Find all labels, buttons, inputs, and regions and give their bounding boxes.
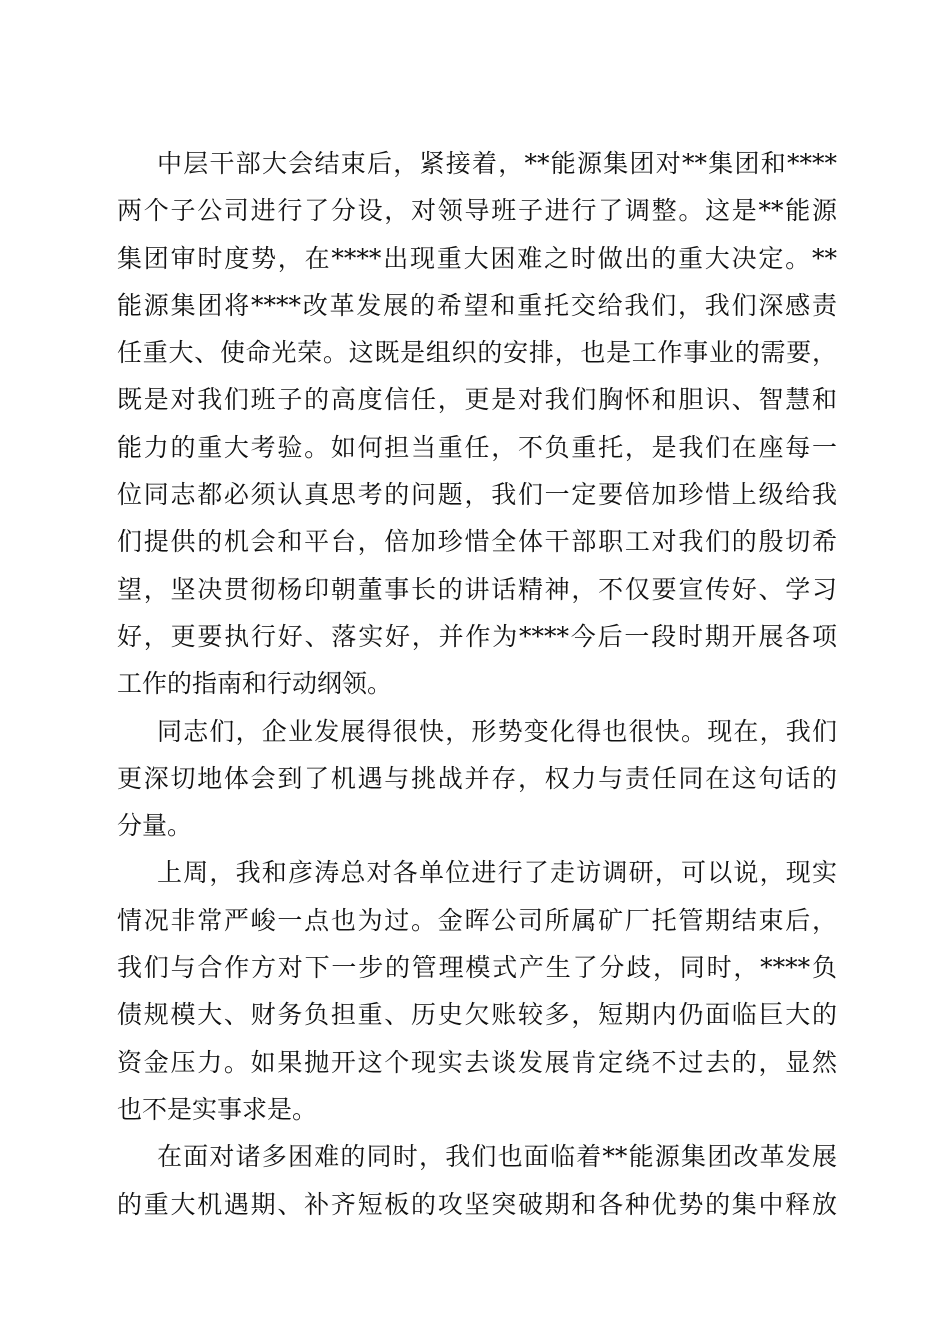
paragraph-2 — [117, 708, 837, 850]
text-line: 们提供的机会和平台，倍加珍惜全体干部职工对我们的殷切希 — [117, 527, 837, 557]
text-line: 同志们，企业发展得很快，形势变化得也很快。现在，我们 — [157, 716, 837, 746]
text-line: 情况非常严峻一点也为过。金晖公司所属矿厂托管期结束后， — [117, 905, 837, 935]
text-line: 在面对诸多困难的同时，我们也面临着**能源集团改革发展 — [157, 1142, 837, 1172]
text-line: 望，坚决贯彻杨印朝董事长的讲话精神，不仅要宣传好、学习 — [117, 574, 837, 604]
text-line: 我们与合作方对下一步的管理模式产生了分歧，同时，****负 — [117, 953, 837, 983]
text-line: 的重大机遇期、补齐短板的攻坚突破期和各种优势的集中释放 — [117, 1189, 837, 1219]
paragraph-1 — [117, 140, 837, 708]
text-line: 位同志都必须认真思考的问题，我们一定要倍加珍惜上级给我 — [117, 480, 837, 510]
text-line: 集团审时度势，在****出现重大困难之时做出的重大决定。** — [117, 243, 837, 273]
text-line: 两个子公司进行了分设，对领导班子进行了调整。这是**能源 — [117, 196, 837, 226]
text-line: 债规模大、财务负担重、历史欠账较多，短期内仍面临巨大的 — [117, 1000, 837, 1030]
text-line: 工作的指南和行动纲领。 — [117, 669, 393, 699]
text-line: 分量。 — [117, 811, 193, 841]
document-body — [117, 140, 837, 1228]
text-line: 更深切地体会到了机遇与挑战并存，权力与责任同在这句话的 — [117, 763, 837, 793]
text-line: 也不是实事求是。 — [117, 1094, 318, 1124]
text-line: 资金压力。如果抛开这个现实去谈发展肯定绕不过去的，显然 — [117, 1047, 837, 1077]
text-line: 能力的重大考验。如何担当重任，不负重托，是我们在座每一 — [117, 432, 837, 462]
text-line: 好，更要执行好、落实好，并作为****今后一段时期开展各项 — [117, 621, 837, 651]
text-line: 任重大、使命光荣。这既是组织的安排，也是工作事业的需要， — [117, 338, 837, 368]
text-line: 中层干部大会结束后，紧接着，**能源集团对**集团和**** — [157, 149, 837, 178]
text-line: 既是对我们班子的高度信任，更是对我们胸怀和胆识、智慧和 — [117, 385, 837, 415]
text-line: 上周，我和彦涛总对各单位进行了走访调研，可以说，现实 — [157, 858, 837, 888]
text-line: 能源集团将****改革发展的希望和重托交给我们，我们深感责 — [117, 290, 837, 320]
paragraph-4 — [117, 1133, 837, 1228]
paragraph-3 — [117, 849, 837, 1133]
